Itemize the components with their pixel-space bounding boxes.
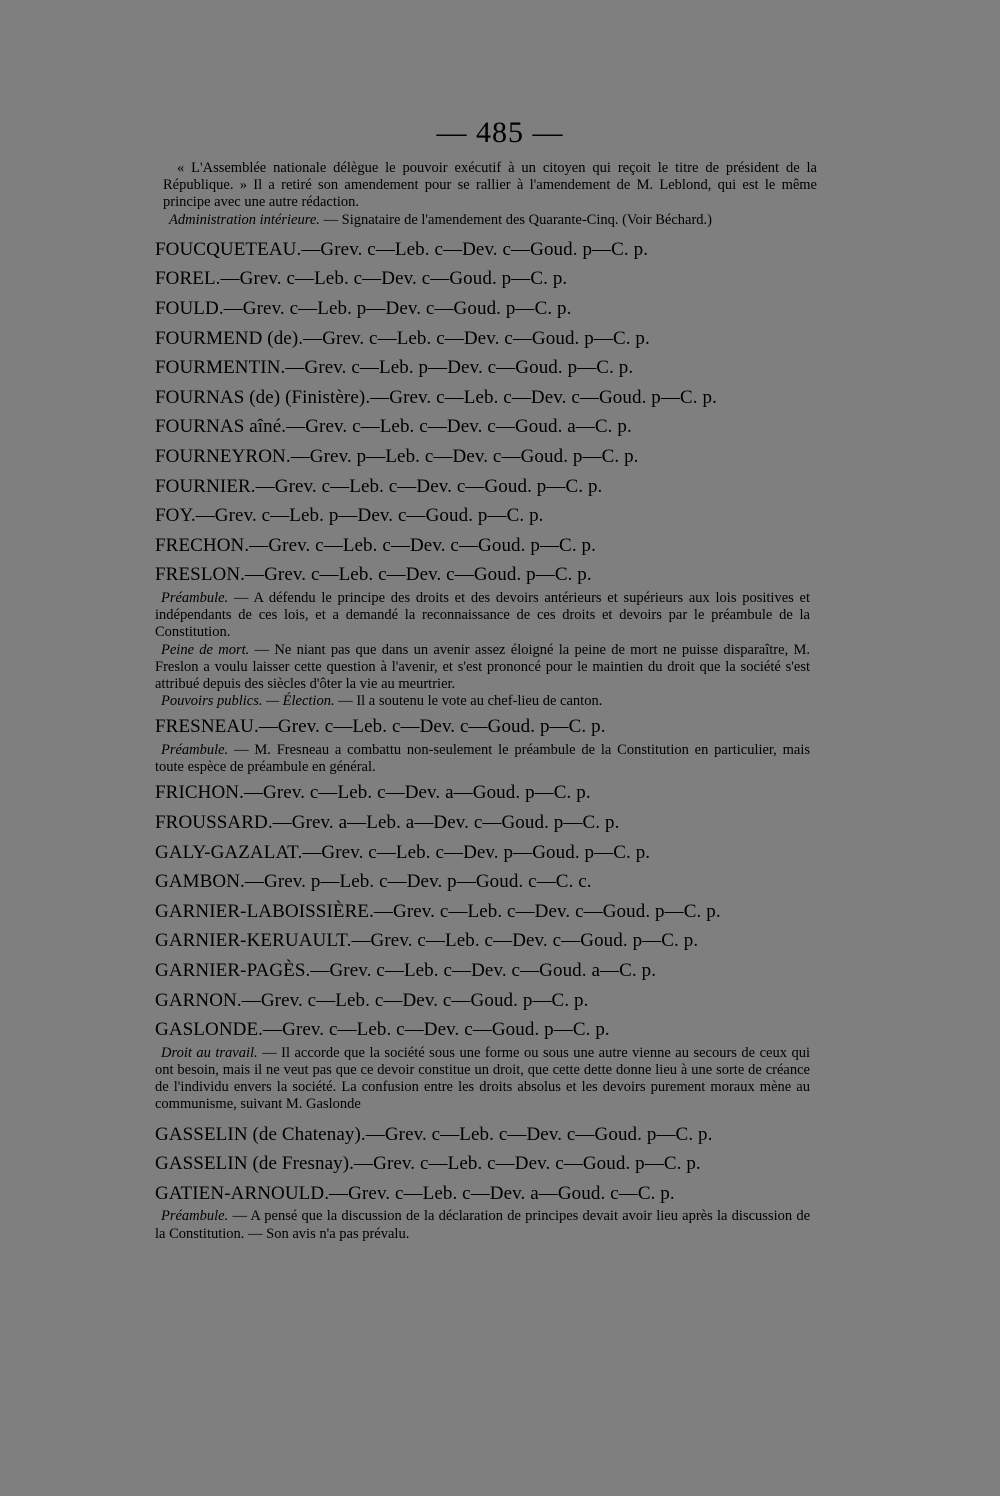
droit-au-travail-note [155, 1045, 810, 1114]
note-label: Préambule. [161, 1208, 229, 1225]
preambule-note [155, 590, 810, 642]
note-label: Administration intérieure. [169, 211, 320, 228]
note-text: — M. Fresneau a combattu non-seulement le préambule de la Constitution en particulier, mais toute espèce de préambule en général. [155, 741, 811, 776]
note-text: — Il accorde que la société sous une forme ou sous une autre vienne au secours de ceux qui ont besoin, mais il ne veut pas que ce devoir constitue un droit, que cette dette donne lieu à une sorte de créance de l'individu envers la société. La confusion entre les droits absolus et les devoirs purement moraux mène au communisme, suivant M. Gaslonde [155, 1044, 810, 1113]
note-text: — Signataire de l'amendement des Quarante-Cinq. (Voir Béchard.) [323, 211, 713, 228]
deputy-entry: FOURMEND (de).—Grev. c—Leb. c—Dev. c—Goud. p—C. p. [155, 327, 650, 349]
intro-administration [163, 212, 817, 229]
deputy-entry: GAMBON.—Grev. p—Leb. c—Dev. p—Goud. c—C. c. [155, 871, 592, 893]
note-text: — Il a soutenu le vote au chef-lieu de canton. [338, 693, 603, 710]
note-text: — A défendu le principe des droits et des devoirs antérieurs et supérieurs aux lois positives et indépendants de ces lois, et a demandé la reconnaissance de ces droits et devoirs par le préambule de la Constitution. [155, 589, 810, 641]
deputy-entry: FOREL.—Grev. c—Leb. c—Dev. c—Goud. p—C. p. [155, 268, 568, 290]
page-number: — 485 — [436, 116, 564, 149]
deputy-entry: FROUSSARD.—Grev. a—Leb. a—Dev. c—Goud. p—C. p. [155, 811, 620, 833]
preambule-note [155, 742, 810, 776]
deputy-entry: GARNIER-PAGÈS.—Grev. c—Leb. c—Dev. c—Goud. a—C. p. [155, 959, 657, 981]
note-text: — Ne niant pas que dans un avenir assez éloigné la peine de mort ne puisse disparaître, M. Freslon a voulu laisser cette question à l'avenir, et s'est prononcé pour le maintien du droit que la société s'est attribué depuis des siècles d'ôter la vie au meurtrier. [155, 641, 810, 692]
note-label: Peine de mort. [161, 641, 250, 658]
intro-quote: « L'Assemblée nationale délègue le pouvoir exécutif à un citoyen qui reçoit le titre de président de la République. » Il a retiré son amendement pour se rallier à l'amendement de M. Leblond, qui est le même principe avec une autre rédaction. [163, 160, 817, 211]
intro-note [163, 160, 817, 229]
deputy-entry: GASLONDE.—Grev. c—Leb. c—Dev. c—Goud. p—C. p. [155, 1019, 610, 1041]
deputy-entry: FOULD.—Grev. c—Leb. p—Dev. c—Goud. p—C. p. [155, 298, 572, 319]
deputy-entry: FOY.—Grev. c—Leb. p—Dev. c—Goud. p—C. p. [155, 505, 544, 527]
gaslonde-note [155, 1045, 810, 1114]
freslon-notes [155, 590, 810, 710]
deputy-entry: FRESLON.—Grev. c—Leb. c—Dev. c—Goud. p—C. p. [155, 564, 592, 586]
deputy-entry: GASSELIN (de Fresnay).—Grev. c—Leb. c—Dev. c—Goud. p—C. p. [155, 1153, 701, 1175]
deputy-entry: FOURNAS (de) (Finistère).—Grev. c—Leb. c—Dev. c—Goud. p—C. p. [155, 386, 717, 408]
deputy-entry: GALY-GAZALAT.—Grev. c—Leb. c—Dev. p—Goud. p—C. p. [155, 841, 651, 863]
deputy-entry: GASSELIN (de Chatenay).—Grev. c—Leb. c—Dev. c—Goud. p—C. p. [155, 1123, 713, 1145]
preambule-note [155, 1208, 810, 1242]
deputy-entry: FOURNAS aîné.—Grev. c—Leb. c—Dev. c—Goud. a—C. p. [155, 416, 632, 438]
deputy-entry: FOURNIER.—Grev. c—Leb. c—Dev. c—Goud. p—C. p. [155, 475, 603, 497]
gatien-note [155, 1208, 810, 1242]
deputy-entry: GARNIER-LABOISSIÈRE.—Grev. c—Leb. c—Dev. c—Goud. p—C. p. [155, 900, 721, 922]
note-label: Préambule. [161, 741, 229, 758]
pouvoirs-publics-note [155, 693, 810, 710]
deputy-entry: FRECHON.—Grev. c—Leb. c—Dev. c—Goud. p—C. p. [155, 534, 596, 556]
deputy-entry: FRESNEAU.—Grev. c—Leb. c—Dev. c—Goud. p—C. p. [155, 716, 606, 738]
note-label: Préambule. [161, 589, 229, 606]
note-label: Droit au travail. [161, 1044, 258, 1061]
deputy-entry: GARNON.—Grev. c—Leb. c—Dev. c—Goud. p—C. p. [155, 989, 589, 1011]
deputy-entry: GARNIER-KERUAULT.—Grev. c—Leb. c—Dev. c—Goud. p—C. p. [155, 930, 699, 952]
peine-de-mort-note [155, 642, 810, 694]
deputy-entry: GATIEN-ARNOULD.—Grev. c—Leb. c—Dev. a—Goud. c—C. p. [155, 1182, 675, 1204]
note-label: Pouvoirs publics. — Élection. [161, 693, 335, 710]
note-text: — A pensé que la discussion de la déclaration de principes devait avoir lieu après la discussion de la Constitution. — Son avis n'a pas prévalu. [155, 1208, 811, 1242]
page-content [155, 160, 817, 1245]
deputy-entry: FOURNEYRON.—Grev. p—Leb. c—Dev. c—Goud. p—C. p. [155, 445, 639, 467]
deputy-entry: FOURMENTIN.—Grev. c—Leb. p—Dev. c—Goud. p—C. p. [155, 357, 634, 379]
deputy-entry: FOUCQUETEAU.—Grev. c—Leb. c—Dev. c—Goud. p—C. p. [155, 238, 649, 260]
fresneau-note [155, 742, 810, 776]
deputy-entry: FRICHON.—Grev. c—Leb. c—Dev. a—Goud. p—C. p. [155, 782, 591, 804]
